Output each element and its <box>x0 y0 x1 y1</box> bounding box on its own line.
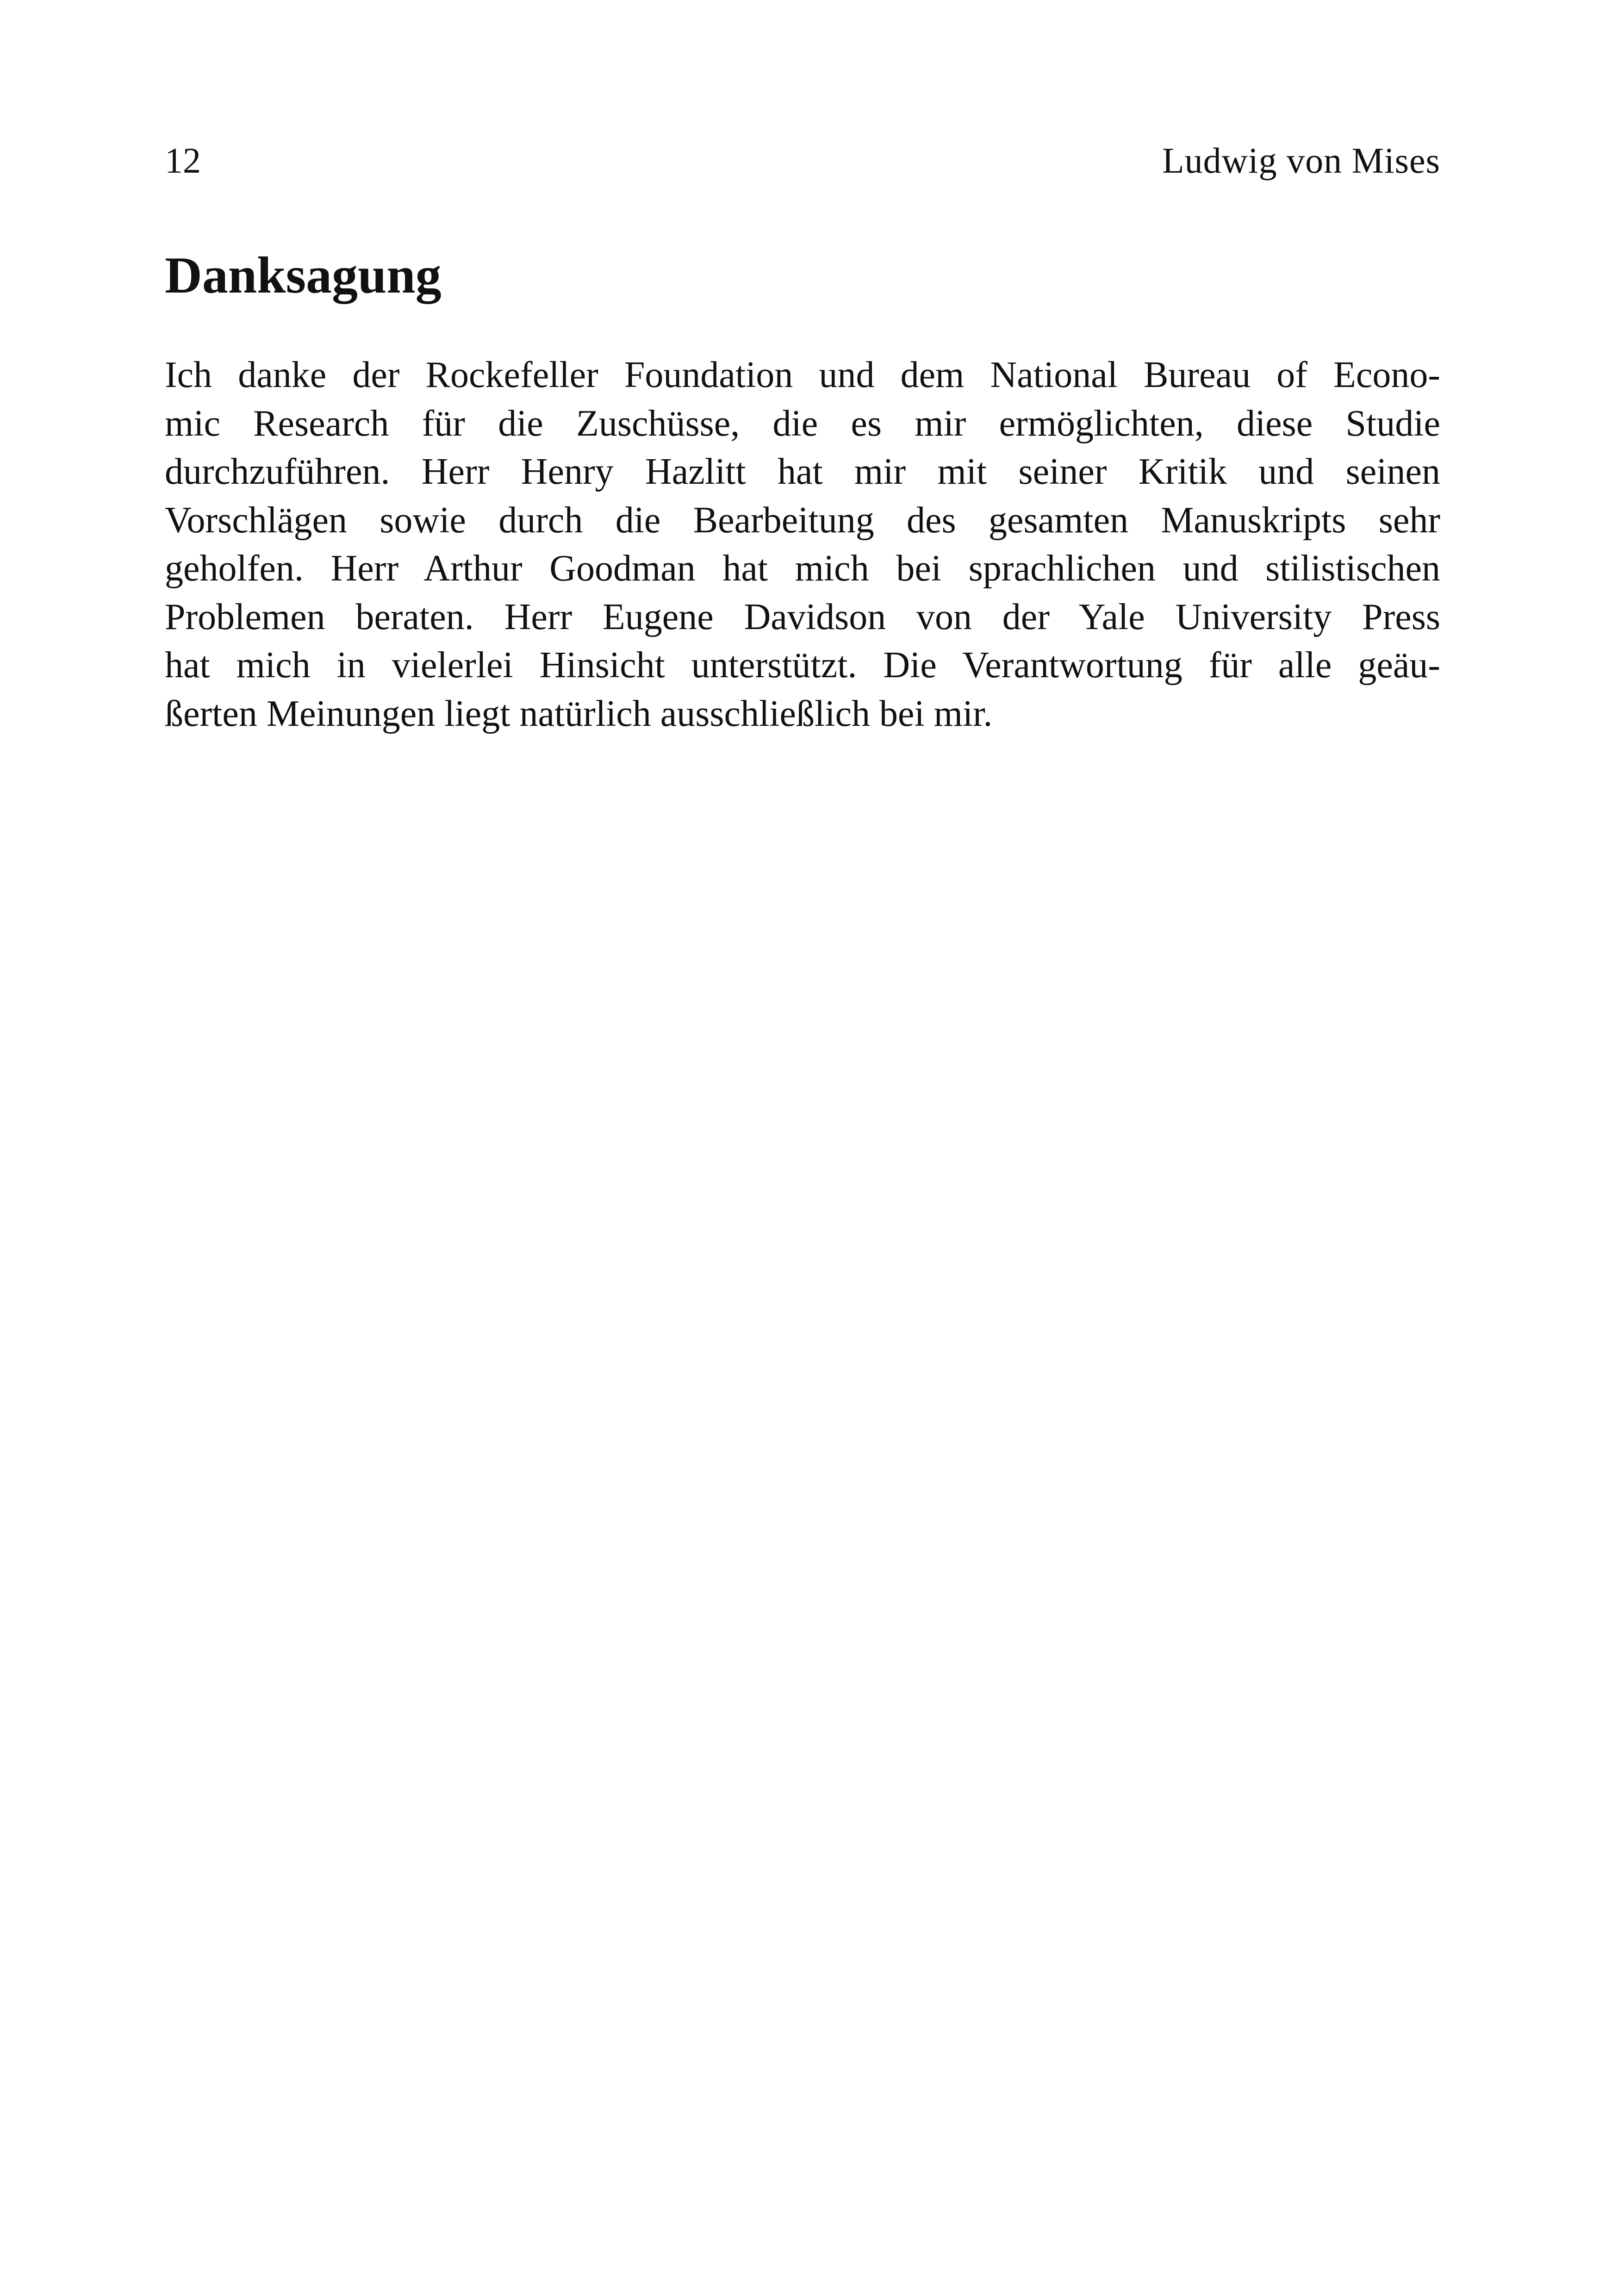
paragraph-line: geholfen. Herr Arthur Goodman hat mich bei sprachlichen und stilistischen <box>165 548 1440 589</box>
page-number: 12 <box>165 140 201 181</box>
running-header-author: Ludwig von Mises <box>1162 140 1440 181</box>
paragraph-line: mic Research für die Zuschüsse, die es mir ermöglichten, diese Studie <box>165 403 1440 444</box>
body-paragraph <box>165 351 1440 738</box>
running-header <box>165 135 1440 186</box>
section-title: Danksagung <box>165 247 442 304</box>
paragraph-line: durchzuführen. Herr Henry Hazlitt hat mir mit seiner Kritik und seinen <box>165 451 1440 492</box>
paragraph-line: hat mich in vielerlei Hinsicht unterstützt. Die Verantwortung für alle geäu- <box>165 645 1440 686</box>
paragraph-line: Problemen beraten. Herr Eugene Davidson von der Yale University Press <box>165 596 1440 637</box>
paragraph-line: Vorschlägen sowie durch die Bearbeitung des gesamten Manuskripts sehr <box>165 499 1440 541</box>
paragraph-line: ßerten Meinungen liegt natürlich ausschließlich bei mir. <box>165 693 993 734</box>
paragraph-line: Ich danke der Rockefeller Foundation und dem National Bureau of Econo- <box>165 355 1440 395</box>
